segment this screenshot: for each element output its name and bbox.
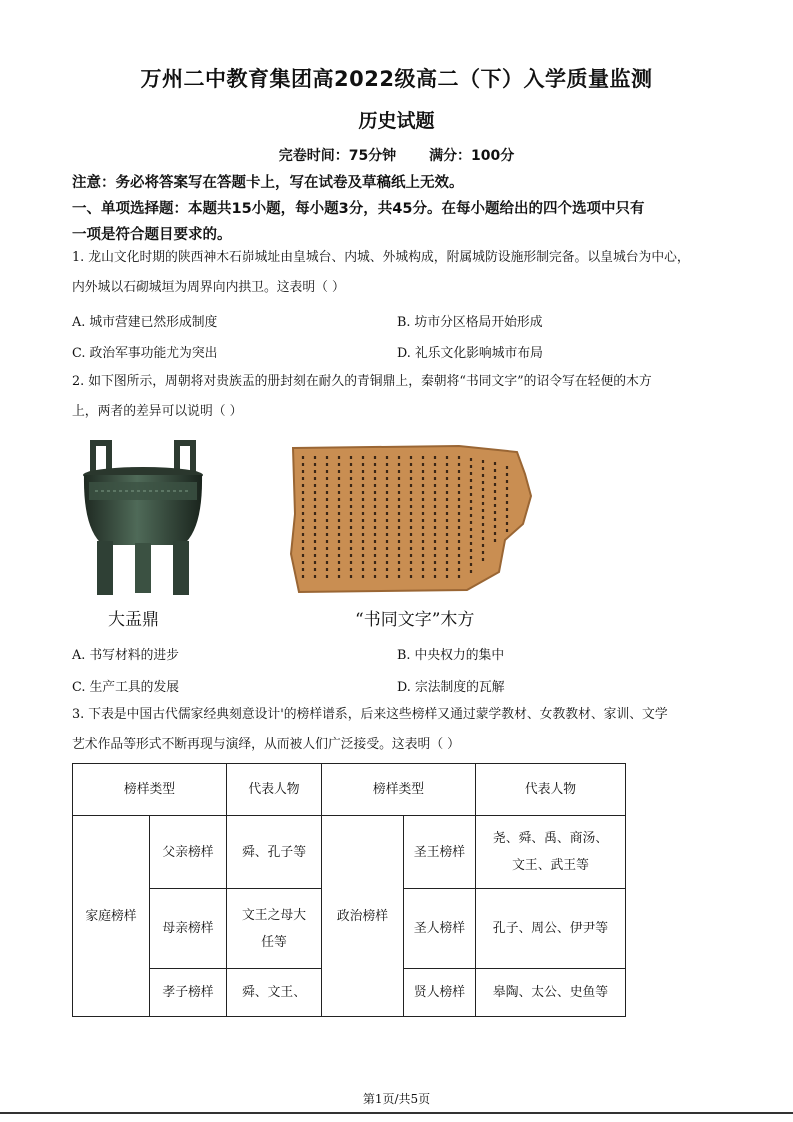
- exam-title: 万州二中教育集团高2022级高二（下）入学质量监测: [140, 67, 653, 91]
- table-cell-line: 文王、武王等: [512, 858, 589, 873]
- question-3: [72, 700, 732, 760]
- notice: 注意：务必将答案写在答题卡上，写在试卷及草稿纸上无效。: [72, 175, 464, 191]
- table-cell: [227, 889, 322, 969]
- exam-meta: [0, 145, 793, 165]
- table-cell: 孔子、周公、伊尹等: [476, 889, 626, 969]
- question-2: [72, 367, 732, 427]
- table-cell: 圣王榜样: [404, 816, 476, 889]
- q1-option-a: A. 城市营建已然形成制度: [72, 315, 218, 330]
- table-cell: 贤人榜样: [404, 969, 476, 1017]
- question-1-line2: 内外城以石砌城垣为周界向内拱卫。这表明（ ）: [72, 280, 345, 295]
- question-3-line2: 艺术作品等形式不断再现与演绎，从而被人们广泛接受。这表明（ ）: [72, 737, 460, 752]
- q2-option-c: C. 生产工具的发展: [72, 680, 180, 695]
- question-3-line1: 3. 下表是中国古代儒家经典刻意设计'的榜样谱系，后来这些榜样又通过蒙学教材、女教教材、家训、文学: [72, 707, 668, 722]
- table-cell-line: 任等: [261, 934, 287, 950]
- section-heading: [72, 196, 732, 248]
- page-number: 第1页/共5页: [362, 1092, 431, 1106]
- table-cell: 皋陶、太公、史鱼等: [476, 969, 626, 1017]
- table-cell: 舜、孔子等: [227, 816, 322, 889]
- exam-subtitle: 历史试题: [358, 110, 435, 132]
- table-cell: 舜、文王、: [227, 969, 322, 1017]
- q1-option-b: B. 坊市分区格局开始形成: [397, 315, 543, 330]
- q2-option-b: B. 中央权力的集中: [397, 648, 505, 663]
- table-cell-line: 尧、舜、禹、商汤、: [492, 831, 609, 846]
- bronze-ding-image: [81, 437, 205, 597]
- table-cell: 圣人榜样: [404, 889, 476, 969]
- q2-option-a: A. 书写材料的进步: [72, 648, 179, 663]
- table-row: [73, 816, 626, 889]
- section-heading-line1: 一、单项选择题：本题共15小题，每小题3分，共45分。在每小题给出的四个选项中只有: [72, 201, 645, 217]
- table-cell: 父亲榜样: [150, 816, 227, 889]
- question-2-line2: 上，两者的差异可以说明（ ）: [72, 404, 243, 419]
- bottom-divider: [0, 1112, 793, 1114]
- table-header-row: [73, 764, 626, 816]
- table-group-cell: 政治榜样: [322, 816, 404, 1017]
- section-heading-line2: 一项是符合题目要求的。: [72, 227, 232, 243]
- table-group-cell: 家庭榜样: [73, 816, 150, 1017]
- table-cell: [476, 816, 626, 889]
- table-cell: 母亲榜样: [150, 889, 227, 969]
- wooden-tablet-image: [287, 444, 532, 594]
- role-model-table: [72, 763, 626, 1017]
- question-1: [72, 243, 732, 303]
- ding-caption: 大盂鼎: [108, 610, 159, 630]
- question-1-line1: 1. 龙山文化时期的陕西神木石峁城址由皇城台、内城、外城构成，附属城防设施形制完备。以皇城台为中心，: [72, 250, 690, 265]
- question-2-line1: 2. 如下图所示，周朝将对贵族盂的册封刻在耐久的青铜鼎上，秦朝将“书同文字”的诏令写在轻便的木方: [72, 374, 652, 389]
- table-header-cell: 代表人物: [476, 764, 626, 816]
- q1-option-d: D. 礼乐文化影响城市布局: [397, 346, 543, 361]
- tablet-caption: “书同文字”木方: [355, 610, 475, 630]
- q1-option-c: C. 政治军事功能尤为突出: [72, 346, 218, 361]
- exam-score: 满分：100分: [429, 148, 515, 164]
- exam-time: 完卷时间：75分钟: [278, 148, 397, 164]
- table-header-cell: 榜样类型: [322, 764, 476, 816]
- table-header-cell: 榜样类型: [73, 764, 227, 816]
- table-header-cell: 代表人物: [227, 764, 322, 816]
- table-cell: 孝子榜样: [150, 969, 227, 1017]
- q2-option-d: D. 宗法制度的瓦解: [397, 680, 505, 695]
- table-cell-line: 文王之母大: [242, 907, 306, 923]
